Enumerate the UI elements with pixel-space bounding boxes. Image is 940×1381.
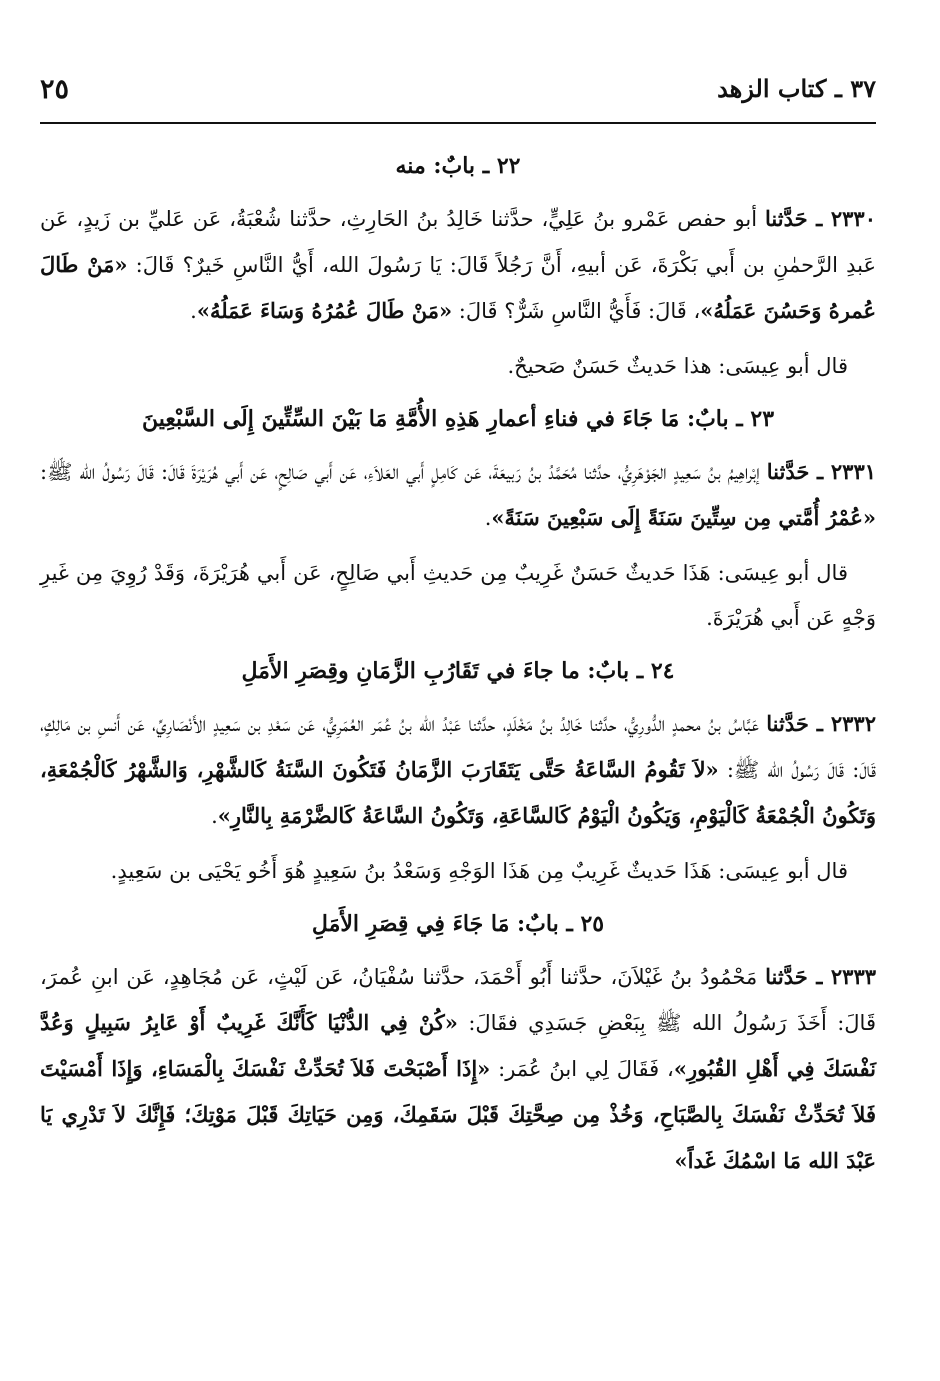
hadith-lead: حَدَّثنا [766, 711, 809, 736]
hadith-end: . [190, 299, 197, 323]
hadith-number: ٢٣٣٢ [830, 711, 876, 736]
hadith-end: . [211, 804, 218, 828]
hadith-isnad: عَبَّاسُ بنُ محمدٍ الدُّورِيُّ، حدَّثنا خَالِدُ بنُ مَخْلَدٍ، حدَّثنا عَبْدُ الله بنُ عُمَر العُمَرِيُّ، عَن سَعْدِ بن سَعِيدٍ الأَنْصَارِيِّ، عَن أَنسِ بن مَالِكٍ، قَالَ: قَالَ رَسُولُ الله ﷺ: [40, 712, 877, 782]
author-comment: قال أبو عِيسَى: هَذَا حَديثٌ غَرِيبٌ مِن هَذَا الوَجْهِ وَسَعْدُ بنُ سَعِيدٍ هُوَ أَخُو يَحْيَى بن سَعِيدٍ. [110, 859, 848, 883]
hadith-matn: «لاَ تَقُومُ السَّاعَةُ حَتَّى يَتَقَارَبَ الزَّمَانُ فَتَكُونَ السَّنَةُ كَالشَّهْرِ، وَالشَّهْرُ كَالْجُمْعَةِ، وَتَكُونُ الْجُمْعَةُ كَالْيَوْمِ، وَيَكُونُ الْيَوْمُ كَالسَّاعَةِ، وَتَكُونُ السَّاعَةُ كَالضَّرْمَةِ بِالنَّارِ» [40, 757, 876, 828]
hadith-end: . [484, 506, 492, 530]
hadith-paragraph: ٢٣٣١ ـ حَدَّثنا إبْراهِيمُ بنُ سَعِيدٍ الجَوْهَرِيُّ، حدَّثنا مُحَمَّدُ بنُ رَبيعَةَ، عَن كَامِلٍ أَبي العَلاَءِ، عَن أَبي صَالِحٍ، عَن أَبي هُرَيْرَةَ قَالَ: قَالَ رَسُولُ الله ﷺ: «عُمْرُ أُمَّتي مِن سِتِّينَ سَنَةً إِلَى سَبْعِينَ سَنَةً». [40, 459, 877, 530]
hadith-number: ٢٣٣١ [830, 459, 877, 484]
hadith-paragraph: ٢٣٣٢ ـ حَدَّثنا عَبَّاسُ بنُ محمدٍ الدُّورِيُّ، حدَّثنا خَالِدُ بنُ مَخْلَدٍ، حدَّثنا عَبْدُ الله بنُ عُمَر العُمَرِيُّ، عَن سَعْدِ بن سَعِيدٍ الأَنْصَارِيِّ، عَن أَنسِ بن مَالِكٍ، قَالَ: قَالَ رَسُولُ الله ﷺ: «لاَ تَقُومُ السَّاعَةُ حَتَّى يَتَقَارَبَ الزَّمَانُ فَتَكُونَ السَّنَةُ كَالشَّهْرِ، وَالشَّهْرُ كَالْجُمْعَةِ، وَتَكُونُ الْجُمْعَةُ كَالْيَوْمِ، وَيَكُونُ الْيَوْمُ كَالسَّاعَةِ، وَتَكُونُ السَّاعَةُ كَالضَّرْمَةِ بِالنَّارِ». [40, 711, 877, 828]
author-comment: قال أبو عِيسَى: هذا حَديثٌ حَسَنٌ صَحيحٌ. [507, 354, 848, 378]
page-header [40, 60, 876, 124]
hadith-isnad: أبو حفص عَمْرو بنُ عَلِيٍّ، حدَّثنا خَالِدُ بنُ الحَارِثِ، حدَّثنا شُعْبَةُ، عَن عَليِّ بن زَيدٍ، عَن عَبدِ الرَّحمٰنِ بن أَبي بَكْرَةَ، عَن أبيهِ، أَنَّ رَجُلاً قَالَ: يَا رَسُولَ الله، أَيُّ النَّاسِ خَيرٌ؟ قَالَ: [40, 207, 877, 277]
chapter-heading: ٢٤ ـ بابٌ: ما جاءَ في تَقَارُبِ الزَّمَانِ وقِصَرِ الأَمَلِ [241, 658, 675, 684]
hadith-lead: حَدَّثنا [765, 964, 808, 989]
hadith-middle: ، فَقَالَ لِي ابنُ عُمَر: [490, 1057, 674, 1081]
hadith-isnad: إبْراهِيمُ بنُ سَعِيدٍ الجَوْهَرِيُّ، حدَّثنا مُحَمَّدُ بنُ رَبيعَةَ، عَن كَامِلٍ أَبي العَلاَءِ، عَن أَبي صَالِحٍ، عَن أَبي هُرَيْرَةَ قَالَ: قَالَ رَسُولُ الله ﷺ: [40, 460, 760, 484]
hadith-isnad: مَحْمُودُ بنُ غَيْلاَنَ، حدَّثنا أَبُو أَحْمَدَ، حدَّثنا سُفْيَانُ، عَن لَيْثٍ، عَن مُجَاهِدٍ، عَن ابنِ عُمرَ، قَالَ: أَخَذَ رَسُولُ الله ﷺ بِبَعْضِ جَسَدِي فقَالَ: [40, 965, 876, 1035]
book-page [40, 60, 876, 1360]
hadith-middle: ، قَالَ: فَأَيُّ النَّاسِ شَرٌّ؟ قَالَ: [452, 299, 701, 323]
hadith-number: ٢٣٣٠ [830, 206, 876, 231]
hadith-matn: «إِذَا أَصْبَحْتَ فَلاَ تُحَدِّثْ نَفْسَكَ بِالْمَسَاءِ، وَإِذَا أَمْسَيْتَ فَلاَ تُحَدِّثْ نَفْسَكَ بِالصَّبَاحِ، وَخُذْ مِن صِحَّتِكَ قَبْلَ سَقَمِكَ، وَمِن حَيَاتِكَ قَبْلَ مَوْتِكَ؛ فَإِنَّكَ لاَ تَدْرِي يَا عَبْدَ الله مَا اسْمُكَ غَداً» [40, 1056, 876, 1173]
hadith-paragraph: ٢٣٣٠ ـ حَدَّثنا أبو حفص عَمْرو بنُ عَلِيٍّ، حدَّثنا خَالِدُ بنُ الحَارِثِ، حدَّثنا شُعْبَةُ، عَن عَليِّ بن زَيدٍ، عَن عَبدِ الرَّحمٰنِ بن أَبي بَكْرَةَ، عَن أبيهِ، أَنَّ رَجُلاً قَالَ: يَا رَسُولَ الله، أَيُّ النَّاسِ خَيرٌ؟ قَالَ: «مَنْ طَالَ عُمرهُ وَحَسُنَ عَمَلُهُ»، قَالَ: فَأَيُّ النَّاسِ شَرٌّ؟ قَالَ: «مَنْ طَالَ عُمُرُهُ وَسَاءَ عَمَلُهُ». [40, 206, 877, 323]
hadith-paragraph: ٢٣٣٣ ـ حَدَّثنا مَحْمُودُ بنُ غَيْلاَنَ، حدَّثنا أَبُو أَحْمَدَ، حدَّثنا سُفْيَانُ، عَن لَيْثٍ، عَن مُجَاهِدٍ، عَن ابنِ عُمرَ، قَالَ: أَخَذَ رَسُولُ الله ﷺ بِبَعْضِ جَسَدِي فقَالَ: «كُنْ فِي الدُّنْيَا كَأَنَّكَ غَرِيبٌ أَوْ عَابِرُ سَبِيلٍ وَعُدَّ نَفْسَكَ فِي أَهْلِ القُبُورِ»، فَقَالَ لِي ابنُ عُمَر: «إِذَا أَصْبَحْتَ فَلاَ تُحَدِّثْ نَفْسَكَ بِالْمَسَاءِ، وَإِذَا أَمْسَيْتَ فَلاَ تُحَدِّثْ نَفْسَكَ بِالصَّبَاحِ، وَخُذْ مِن صِحَّتِكَ قَبْلَ سَقَمِكَ، وَمِن حَيَاتِكَ قَبْلَ مَوْتِكَ؛ فَإِنَّكَ لاَ تَدْرِي يَا عَبْدَ الله مَا اسْمُكَ غَداً» [40, 964, 877, 1173]
hadith-matn: «مَنْ طَالَ عُمُرُهُ وَسَاءَ عَمَلُهُ» [196, 298, 453, 323]
hadith-lead: حَدَّثنا [766, 459, 810, 484]
hadith-matn: «مَنْ طَالَ عُمرهُ وَحَسُنَ عَمَلُهُ» [40, 252, 876, 323]
hadith-matn: «كُنْ فِي الدُّنْيَا كَأَنَّكَ غَرِيبٌ أَوْ عَابِرُ سَبِيلٍ وَعُدَّ نَفْسَكَ فِي أَهْلِ القُبُورِ» [40, 1010, 876, 1081]
chapter-heading: ٢٣ ـ بابٌ: مَا جَاءَ في فناءِ أعمارِ هَذِهِ الأُمَّةِ مَا بَيْنَ السِّتِّينَ إِلَى السَّبْعِينَ [141, 406, 775, 432]
author-comment: قال أبو عِيسَى: هَذَا حَديثٌ حَسَنٌ غَرِيبٌ مِن حَديثِ أَبي صَالِحٍ، عَن أَبي هُرَيْرَةَ، وَقَدْ رُوِيَ مِن غَيرِ وَجْهٍ عَن أَبي هُرَيْرَةَ. [40, 561, 876, 630]
chapter-heading: ٢٢ ـ بابٌ: منه [395, 153, 521, 179]
page-content [40, 124, 876, 1184]
hadith-number: ٢٣٣٣ [830, 964, 877, 989]
chapter-heading: ٢٥ ـ بابٌ: مَا جَاءَ فِي قِصَرِ الأَمَلِ [311, 911, 605, 937]
hadith-matn: «عُمْرُ أُمَّتي مِن سِتِّينَ سَنَةً إِلَى سَبْعِينَ سَنَةً» [491, 505, 876, 530]
running-title: ٣٧ ـ كتاب الزهد [717, 74, 876, 103]
page-number: ٢٥ [40, 74, 70, 105]
hadith-lead: حَدَّثنا [765, 206, 808, 231]
